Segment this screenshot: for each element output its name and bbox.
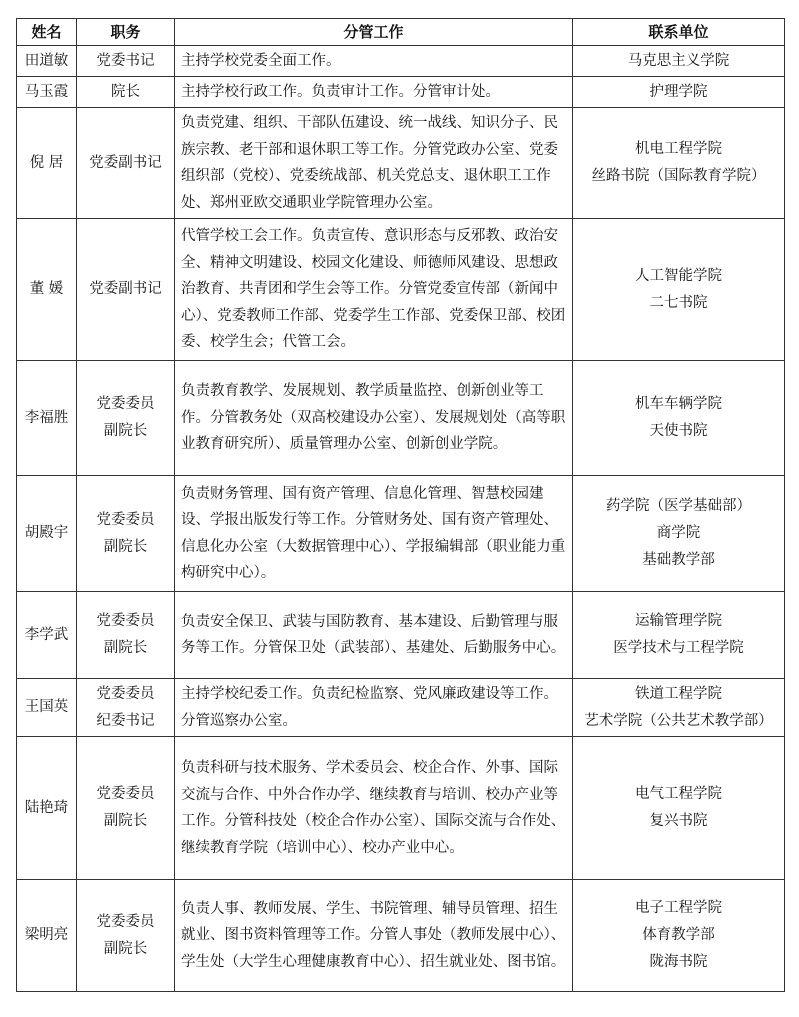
cell-units [573,679,785,737]
cell-units [573,737,785,880]
unit-line: 铁道工程学院 [635,685,722,702]
position-line: 纪委书记 [96,712,155,729]
leadership-duties-table [16,18,785,992]
position-line: 党委委员 [96,786,155,802]
cell-duties: 主持学校党委全面工作。 [175,46,573,77]
table-row [17,737,785,880]
position-line: 党委副书记 [89,281,162,297]
table-row [17,592,785,679]
unit-line: 马克思主义学院 [627,52,730,69]
unit-line: 二七书院 [649,294,708,311]
cell-name: 王国英 [17,679,77,737]
unit-line: 医学技术与工程学院 [613,640,744,656]
position-line: 党委委员 [96,913,155,930]
cell-name: 倪 居 [17,108,77,219]
cell-units [573,476,785,592]
cell-position [77,108,175,219]
unit-line: 电子工程学院 [635,900,722,916]
table-row [17,476,785,592]
position-line: 副院长 [103,940,148,957]
cell-position [77,592,175,679]
cell-name: 马玉霞 [17,77,77,108]
table-row [17,46,785,77]
position-line: 院长 [111,83,140,100]
cell-name: 陆艳琦 [17,737,77,880]
leadership-table-container [16,18,784,992]
cell-name: 李福胜 [17,361,77,476]
cell-position [77,737,175,880]
header-name: 姓名 [17,19,77,46]
unit-line: 艺术学院（公共艺术教学部） [584,712,773,729]
unit-line: 基础教学部 [642,552,715,568]
cell-position [77,880,175,992]
unit-line: 机车车辆学院 [635,396,722,412]
unit-line: 复兴书院 [649,813,708,829]
unit-line: 电气工程学院 [635,786,722,802]
cell-units [573,592,785,679]
cell-duties: 负责人事、教师发展、学生、书院管理、辅导员管理、招生就业、图书资料管理等工作。分管人事处（教师发展中心）、学生处（大学生心理健康教育中心）、招生就业处、图书馆。 [175,880,573,992]
position-line: 党委书记 [96,52,155,69]
unit-line: 人工智能学院 [635,267,722,284]
header-position: 职务 [77,19,175,46]
cell-position [77,46,175,77]
cell-name: 田道敏 [17,46,77,77]
unit-line: 丝路书院（国际教育学院） [591,168,766,184]
position-line: 党委副书记 [89,154,162,171]
cell-units [573,108,785,219]
cell-duties: 主持学校纪委工作。负责纪检监察、党风廉政建设等工作。分管巡察办公室。 [175,679,573,737]
table-header-row [17,19,785,46]
unit-line: 护理学院 [649,83,708,100]
position-line: 党委委员 [96,396,155,412]
cell-duties: 负责党建、组织、干部队伍建设、统一战线、知识分子、民族宗教、老干部和退休职工等工作。分管党政办公室、党委组织部（党校）、党委统战部、机关党总支、退休职工工作处、郑州亚欧交通职业学院管理办公室。 [175,108,573,219]
table-row [17,679,785,737]
cell-units [573,361,785,476]
cell-units [573,46,785,77]
cell-duties: 代管学校工会工作。负责宣传、意识形态与反邪教、政治安全、精神文明建设、校园文化建设、师德师风建设、思想政治教育、共青团和学生会等工作。分管党委宣传部（新闻中心）、党委教师工作部、党委学生工作部、党委保卫部、校团委、校学生会；代管工会。 [175,219,573,361]
cell-units [573,219,785,361]
cell-units [573,880,785,992]
cell-position [77,219,175,361]
cell-position [77,476,175,592]
cell-name: 梁明亮 [17,880,77,992]
cell-position [77,679,175,737]
position-line: 副院长 [103,538,148,555]
position-line: 副院长 [103,640,148,656]
unit-line: 机电工程学院 [635,141,722,157]
cell-duties: 负责教育教学、发展规划、教学质量监控、创新创业等工作。分管教务处（双高校建设办公室）、发展规划处（高等职业教育研究所）、质量管理办公室、创新创业学院。 [175,361,573,476]
position-line: 副院长 [103,423,148,439]
header-units: 联系单位 [573,19,785,46]
unit-line: 药学院（医学基础部） [606,498,751,514]
unit-line: 陇海书院 [649,954,708,970]
table-row [17,361,785,476]
cell-duties: 主持学校行政工作。负责审计工作。分管审计处。 [175,77,573,108]
position-line: 党委委员 [96,613,155,629]
cell-duties: 负责安全保卫、武装与国防教育、基本建设、后勤管理与服务等工作。分管保卫处（武装部）、基建处、后勤服务中心。 [175,592,573,679]
position-line: 党委委员 [96,685,155,702]
table-row [17,108,785,219]
unit-line: 商学院 [656,525,701,541]
position-line: 副院长 [103,813,148,829]
cell-name: 胡殿宇 [17,476,77,592]
position-line: 党委委员 [96,511,155,528]
table-body [17,46,785,992]
table-row [17,77,785,108]
cell-name: 董 媛 [17,219,77,361]
unit-line: 天使书院 [649,423,708,439]
cell-duties: 负责财务管理、国有资产管理、信息化管理、智慧校园建设、学报出版发行等工作。分管财务处、国有资产管理处、信息化办公室（大数据管理中心）、学报编辑部（职业能力重构研究中心）。 [175,476,573,592]
cell-units [573,77,785,108]
unit-line: 体育教学部 [642,927,715,943]
cell-name: 李学武 [17,592,77,679]
table-row [17,219,785,361]
table-row [17,880,785,992]
cell-position [77,77,175,108]
header-duties: 分管工作 [175,19,573,46]
unit-line: 运输管理学院 [635,613,722,629]
cell-position [77,361,175,476]
cell-duties: 负责科研与技术服务、学术委员会、校企合作、外事、国际交流与合作、中外合作办学、继续教育与培训、校办产业等工作。分管科技处（校企合作办公室）、国际交流与合作处、继续教育学院（培训中心）、校办产业中心。 [175,737,573,880]
